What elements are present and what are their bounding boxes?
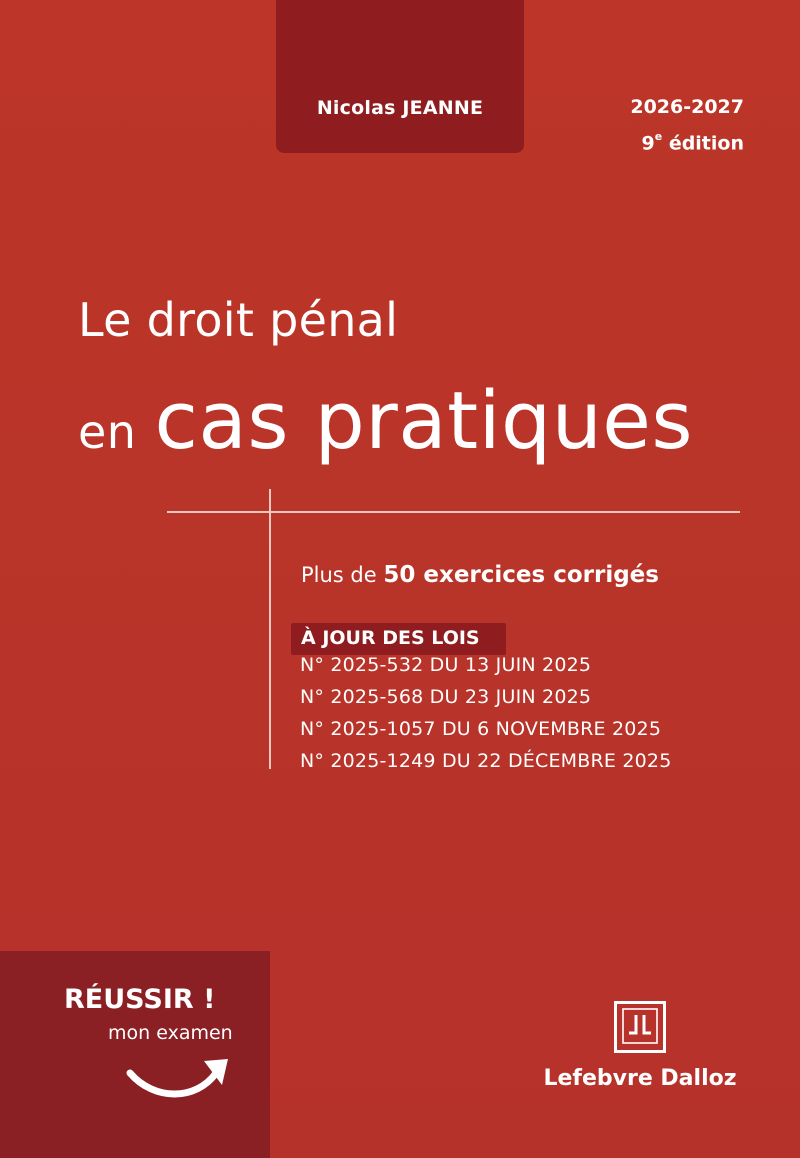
- author-tab: [276, 0, 524, 153]
- horizontal-rule: [167, 511, 740, 513]
- law-item: N° 2025-532 DU 13 JUIN 2025: [300, 654, 592, 676]
- edition-number: 9: [641, 132, 655, 155]
- title-main: cas pratiques: [154, 375, 694, 467]
- title-en: en: [78, 405, 137, 459]
- series-box: [0, 951, 270, 1158]
- title-line-1: Le droit pénal: [78, 293, 399, 347]
- edition-suffix: e: [654, 130, 663, 143]
- edition-word: édition: [668, 132, 744, 155]
- edition-year: 2026-2027: [630, 96, 744, 118]
- series-title: RÉUSSIR !: [64, 984, 216, 1015]
- lefebvre-dalloz-logo: [614, 1001, 666, 1053]
- title-line-2: [78, 375, 693, 467]
- vertical-rule: [269, 489, 271, 769]
- laws-badge-label: À JOUR DES LOIS: [301, 627, 480, 649]
- law-item: N° 2025-568 DU 23 JUIN 2025: [300, 686, 592, 708]
- exercises-line: [301, 562, 659, 588]
- exercises-count: 50 exercices corrigés: [383, 562, 659, 588]
- publisher-name: Lefebvre Dalloz: [543, 1066, 737, 1091]
- law-item: N° 2025-1249 DU 22 DÉCEMBRE 2025: [300, 750, 672, 772]
- laws-badge: [291, 623, 506, 655]
- series-subtitle: mon examen: [108, 1022, 233, 1044]
- author-name: Nicolas JEANNE: [316, 97, 484, 119]
- edition-label: [641, 132, 744, 154]
- curved-arrow-icon: [124, 1051, 234, 1111]
- exercises-prefix: Plus de: [301, 563, 377, 587]
- law-item: N° 2025-1057 DU 6 NOVEMBRE 2025: [300, 718, 662, 740]
